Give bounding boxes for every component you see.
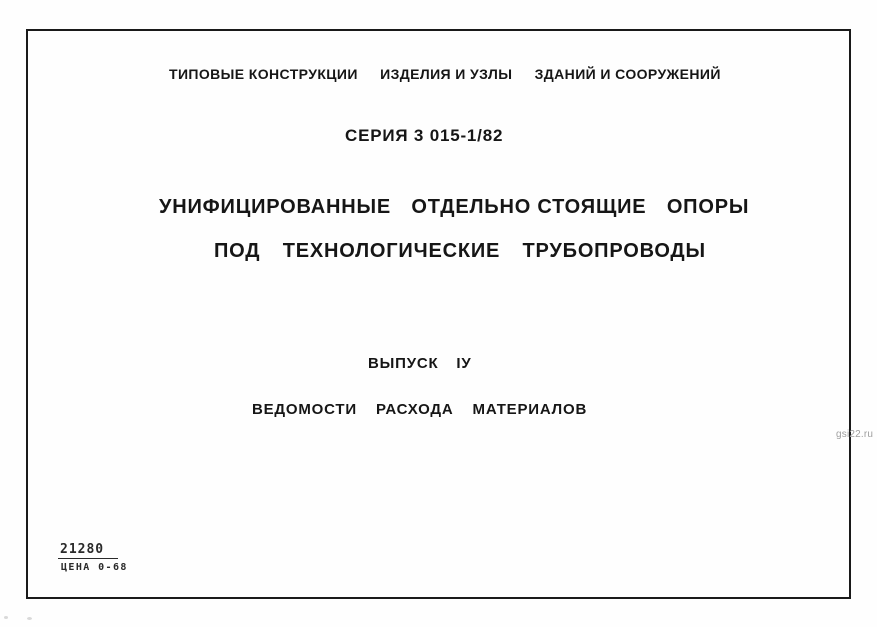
- main-title-line-2: [214, 240, 706, 263]
- title-segment-technological: ТЕХНОЛОГИЧЕСКИЕ: [282, 240, 501, 262]
- main-title-line-1: [159, 196, 749, 219]
- stamp-price-label: ЦЕНА 0-68: [61, 562, 128, 573]
- scan-speck: [27, 617, 32, 620]
- subtitle-line: [252, 401, 587, 418]
- document-border-frame: [26, 29, 851, 599]
- title-segment-supports: ОПОРЫ: [666, 196, 750, 218]
- scan-speck: [4, 616, 8, 619]
- subtitle-segment-statements: ВЕДОМОСТИ: [252, 401, 357, 418]
- category-segment-buildings-structures: ЗДАНИЙ И СООРУЖЕНИЙ: [534, 66, 721, 82]
- subtitle-segment-consumption: РАСХОДА: [375, 401, 454, 418]
- issue-word: ВЫПУСК: [368, 355, 439, 372]
- title-segment-pipelines: ТРУБОПРОВОДЫ: [522, 240, 706, 262]
- document-category-line: [169, 66, 721, 82]
- site-watermark: gsi22.ru: [836, 429, 874, 440]
- subtitle-segment-materials: МАТЕРИАЛОВ: [472, 401, 588, 418]
- title-segment-under: ПОД: [214, 240, 261, 262]
- issue-line: [368, 355, 472, 372]
- series-number: СЕРИЯ 3 015-1/82: [345, 126, 504, 145]
- title-segment-freestanding: ОТДЕЛЬНО СТОЯЩИЕ: [411, 196, 647, 218]
- category-segment-products-units: ИЗДЕЛИЯ И УЗЛЫ: [380, 66, 513, 82]
- stamp-inventory-number: 21280: [58, 543, 118, 559]
- price-stamp: [58, 538, 128, 573]
- title-segment-unified: УНИФИЦИРОВАННЫЕ: [159, 196, 392, 218]
- issue-number: IУ: [456, 355, 472, 372]
- category-segment-typical-constructions: ТИПОВЫЕ КОНСТРУКЦИИ: [169, 66, 358, 82]
